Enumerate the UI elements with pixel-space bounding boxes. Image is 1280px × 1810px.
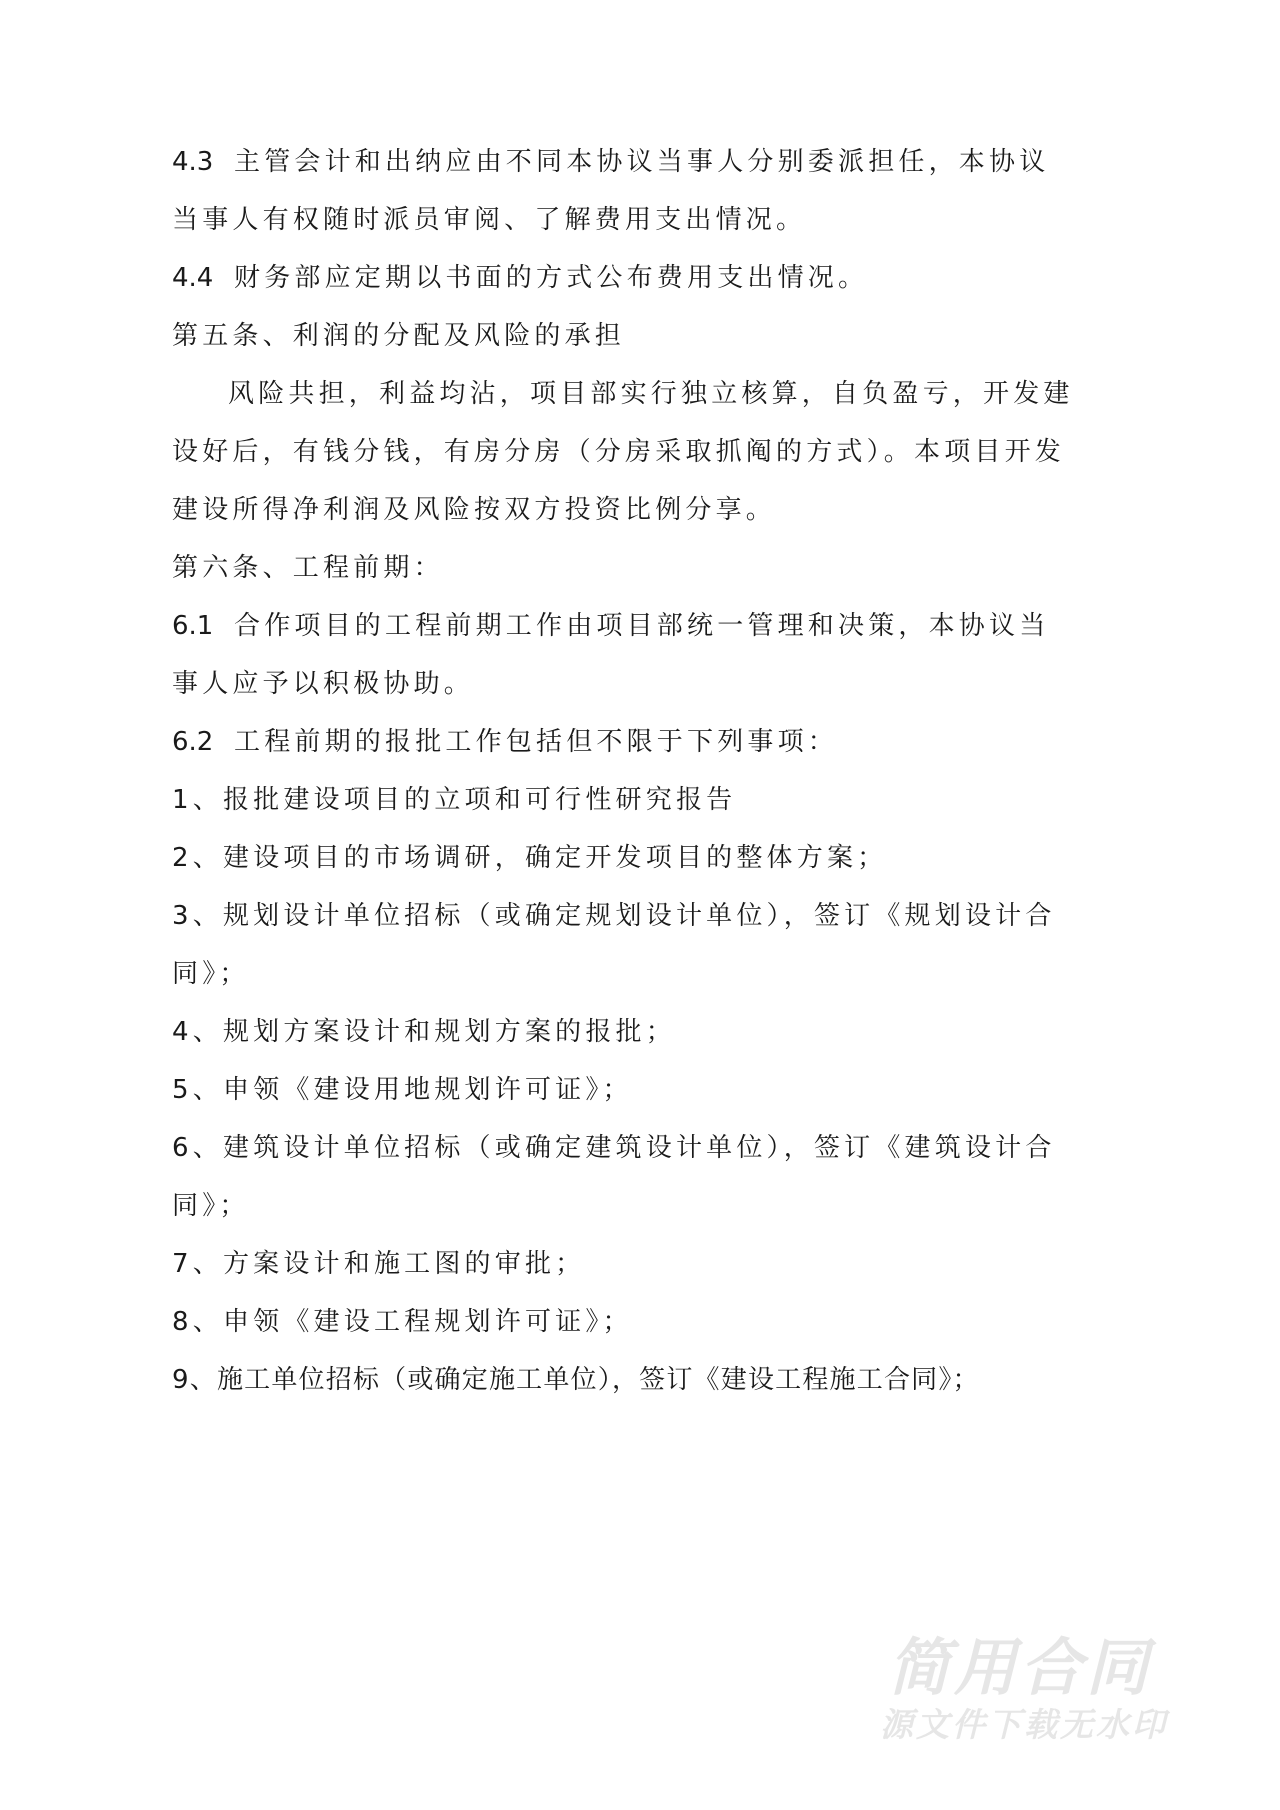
- list-item-6-cont: [172, 1184, 1092, 1242]
- clause-text: 当事人有权随时派员审阅、了解费用支出情况。: [172, 205, 807, 235]
- clause-text: 财务部应定期以书面的方式公布费用支出情况。: [234, 263, 869, 293]
- list-item-6: [172, 1126, 1092, 1184]
- clause-4-4: [172, 256, 1092, 314]
- list-item-text: 同》；: [172, 959, 250, 989]
- list-item-8: [172, 1300, 1092, 1358]
- list-item-text: 4、规划方案设计和规划方案的报批；: [172, 1017, 676, 1047]
- clause-6-1: [172, 604, 1092, 662]
- clause-number: 6.1: [172, 611, 214, 641]
- list-item-3-cont: [172, 952, 1092, 1010]
- clause-text: 建设所得净利润及风险按双方投资比例分享。: [172, 495, 777, 525]
- watermark-brand: 简用合同: [888, 1631, 1153, 1704]
- clause-number: 6.2: [172, 727, 214, 757]
- paragraph-line: [172, 198, 1092, 256]
- list-item-text: 1、报批建设项目的立项和可行性研究报告: [172, 785, 737, 815]
- clause-text: 合作项目的工程前期工作由项目部统一管理和决策，本协议当: [234, 611, 1050, 641]
- list-item-text: 9、施工单位招标（或确定施工单位），签订《建设工程施工合同》；: [172, 1365, 980, 1395]
- clause-text: 设好后，有钱分钱，有房分房（分房采取抓阄的方式）。本项目开发: [172, 437, 1066, 467]
- paragraph-line: [172, 662, 1092, 720]
- article-6-heading: [172, 546, 1092, 604]
- paragraph-line: [172, 372, 1092, 430]
- list-item-9: [172, 1358, 1092, 1416]
- clause-number: 4.4: [172, 263, 214, 293]
- paragraph-line: [172, 488, 1092, 546]
- list-item-text: 3、规划设计单位招标（或确定规划设计单位），签订《规划设计合: [172, 901, 1056, 931]
- list-item-text: 同》；: [172, 1191, 250, 1221]
- clause-6-2: [172, 720, 1092, 778]
- list-item-7: [172, 1242, 1092, 1300]
- list-item-text: 7、方案设计和施工图的审批；: [172, 1249, 586, 1279]
- watermark: [880, 1633, 1240, 1745]
- clause-text: 事人应予以积极协助。: [172, 669, 475, 699]
- heading-text: 第五条、利润的分配及风险的承担: [172, 321, 626, 351]
- article-5-heading: [172, 314, 1092, 372]
- paragraph-line: [172, 430, 1092, 488]
- clause-text: 工程前期的报批工作包括但不限于下列事项：: [234, 727, 839, 757]
- list-item-3: [172, 894, 1092, 952]
- document-body: [172, 140, 1092, 1416]
- heading-text: 第六条、工程前期：: [172, 553, 444, 583]
- watermark-tagline: 源文件下载无水印: [880, 1705, 1168, 1744]
- list-item-5: [172, 1068, 1092, 1126]
- list-item-1: [172, 778, 1092, 836]
- list-item-4: [172, 1010, 1092, 1068]
- list-item-text: 8、申领《建设工程规划许可证》；: [172, 1307, 633, 1337]
- list-item-text: 6、建筑设计单位招标（或确定建筑设计单位），签订《建筑设计合: [172, 1133, 1056, 1163]
- clause-text: 风险共担，利益均沾，项目部实行独立核算，自负盈亏，开发建: [228, 379, 1074, 409]
- clause-number: 4.3: [172, 147, 214, 177]
- clause-4-3: [172, 140, 1092, 198]
- list-item-2: [172, 836, 1092, 894]
- clause-text: 主管会计和出纳应由不同本协议当事人分别委派担任，本协议: [234, 147, 1050, 177]
- list-item-text: 5、申领《建设用地规划许可证》；: [172, 1075, 633, 1105]
- list-item-text: 2、建设项目的市场调研，确定开发项目的整体方案；: [172, 843, 888, 873]
